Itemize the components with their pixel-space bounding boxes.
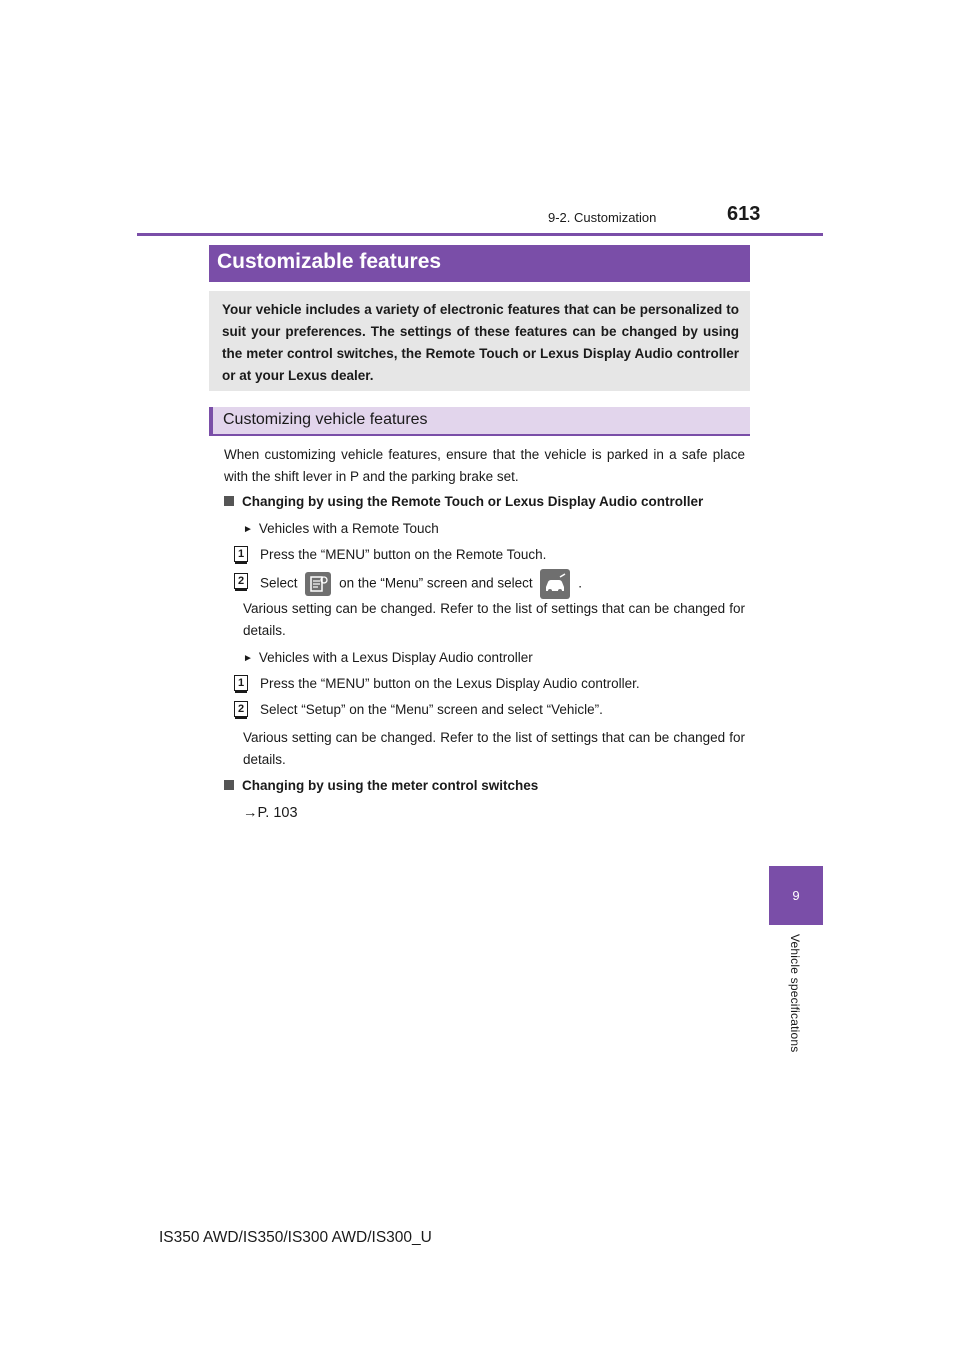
- triangle-bullet-icon: ►: [243, 524, 253, 535]
- section-heading-remote-text: Changing by using the Remote Touch or Lexus Display Audio controller: [242, 494, 704, 509]
- section-heading-meter-text: Changing by using the meter control switches: [242, 778, 539, 793]
- vehicle-icon: [540, 569, 570, 599]
- page-title: Customizable features: [217, 250, 442, 273]
- step-number-2: 2: [234, 573, 248, 589]
- note-display-audio: Various setting can be changed. Refer to the list of settings that can be changed for details.: [243, 730, 745, 767]
- subheading-bar: [209, 407, 750, 436]
- page-title-bar: [209, 245, 750, 282]
- square-bullet-icon: [224, 496, 234, 506]
- section-heading-meter: [224, 778, 538, 793]
- condition-display-audio-text: Vehicles with a Lexus Display Audio controller: [258, 650, 533, 665]
- intro-box: [209, 291, 750, 391]
- step-2-text: Select “Setup” on the “Menu” screen and select “Vehicle”.: [260, 702, 603, 717]
- settings-list-icon: [305, 572, 331, 596]
- intro-paragraph: When customizing vehicle features, ensure that the vehicle is parked in a safe place with the shift lever in P and the parking brake set.: [224, 447, 745, 484]
- chapter-number: 9: [792, 888, 800, 903]
- step-number-1: 1: [234, 675, 248, 691]
- model-footer: IS350 AWD/IS350/IS300 AWD/IS300_U: [159, 1229, 432, 1246]
- intro-text: Your vehicle includes a variety of electronic features that can be personalized to suit your preferences. The settings of these features can be changed by using the meter control switches, the Remote Touch or Lexus Display Audio controller or at your Lexus dealer.: [222, 302, 739, 383]
- step-2-text: [260, 569, 582, 599]
- chapter-tab: [769, 866, 823, 925]
- step-1-text: Press the “MENU” button on the Remote Touch.: [260, 547, 547, 562]
- running-header-section: 9-2. Customization: [548, 210, 657, 225]
- condition-remote-touch: [243, 521, 439, 536]
- condition-remote-touch-text: Vehicles with a Remote Touch: [258, 521, 439, 536]
- step-number-1: 1: [234, 546, 248, 562]
- note-remote-touch: Various setting can be changed. Refer to the list of settings that can be changed for details.: [243, 601, 745, 638]
- step-2-text-c: .: [578, 575, 582, 591]
- header-divider: [137, 233, 823, 236]
- condition-display-audio: [243, 650, 533, 665]
- step-number-2: 2: [234, 701, 248, 717]
- chapter-label-container: [783, 934, 807, 1074]
- step-2-text-a: Select: [260, 575, 298, 591]
- page-number: 613: [727, 203, 761, 225]
- chapter-label: Vehicle specifications: [788, 934, 802, 1053]
- page-reference-link[interactable]: →P. 103: [243, 805, 298, 821]
- step-2-text-b: on the “Menu” screen and select: [339, 575, 533, 591]
- subheading: Customizing vehicle features: [223, 411, 428, 428]
- square-bullet-icon: [224, 780, 234, 790]
- section-heading-remote: [224, 494, 703, 509]
- step-1-text: Press the “MENU” button on the Lexus Display Audio controller.: [260, 676, 640, 691]
- triangle-bullet-icon: ►: [243, 653, 253, 664]
